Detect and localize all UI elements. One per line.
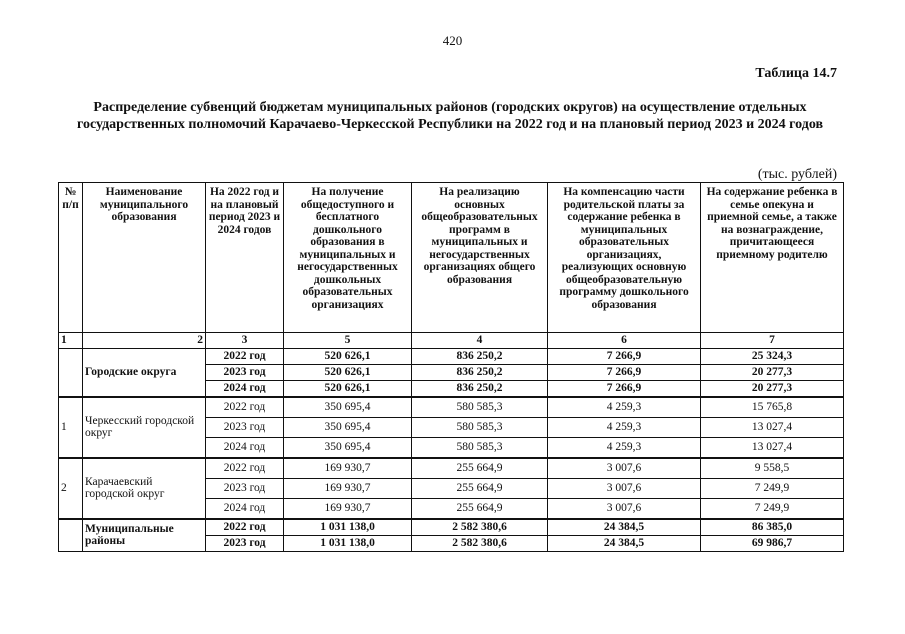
column-number: 1 xyxy=(59,333,83,349)
value-cell: 169 930,7 xyxy=(284,498,412,519)
value-cell: 350 695,4 xyxy=(284,437,412,458)
year-cell: 2023 год xyxy=(206,364,284,380)
column-number: 7 xyxy=(701,333,844,349)
value-cell: 20 277,3 xyxy=(701,364,844,380)
table-row xyxy=(59,348,844,364)
year-cell: 2022 год xyxy=(206,458,284,479)
page-number: 420 xyxy=(442,33,463,48)
value-cell: 580 585,3 xyxy=(412,437,548,458)
value-cell: 86 385,0 xyxy=(701,519,844,536)
value-cell: 20 277,3 xyxy=(701,380,844,397)
municipality-name: Городские округа xyxy=(83,348,206,397)
value-cell: 520 626,1 xyxy=(284,364,412,380)
value-cell: 255 664,9 xyxy=(412,478,548,498)
value-cell: 4 259,3 xyxy=(548,417,701,437)
value-cell: 13 027,4 xyxy=(701,417,844,437)
subventions-table xyxy=(58,182,844,552)
row-index: 1 xyxy=(59,397,83,458)
value-cell: 3 007,6 xyxy=(548,478,701,498)
value-cell: 255 664,9 xyxy=(412,498,548,519)
row-index xyxy=(59,348,83,397)
value-cell: 69 986,7 xyxy=(701,535,844,551)
value-cell: 4 259,3 xyxy=(548,397,701,418)
value-cell: 580 585,3 xyxy=(412,417,548,437)
value-cell: 169 930,7 xyxy=(284,478,412,498)
table-label: Таблица 14.7 xyxy=(755,66,837,81)
value-cell: 836 250,2 xyxy=(412,348,548,364)
year-cell: 2024 год xyxy=(206,437,284,458)
table-row xyxy=(59,458,844,479)
year-cell: 2022 год xyxy=(206,348,284,364)
municipality-name: Карачаевский городской округ xyxy=(83,458,206,519)
value-cell: 3 007,6 xyxy=(548,498,701,519)
row-index xyxy=(59,519,83,552)
column-number: 3 xyxy=(206,333,284,349)
value-cell: 13 027,4 xyxy=(701,437,844,458)
value-cell: 15 765,8 xyxy=(701,397,844,418)
column-number: 6 xyxy=(548,333,701,349)
column-number: 5 xyxy=(284,333,412,349)
header-number: № п/п xyxy=(59,183,83,333)
value-cell: 7 249,9 xyxy=(701,498,844,519)
value-cell: 1 031 138,0 xyxy=(284,535,412,551)
table-row xyxy=(59,397,844,418)
value-cell: 169 930,7 xyxy=(284,458,412,479)
header-municipality: Наименование муниципального образования xyxy=(83,183,206,333)
value-cell: 520 626,1 xyxy=(284,380,412,397)
column-number: 2 xyxy=(83,333,206,349)
value-cell: 24 384,5 xyxy=(548,535,701,551)
value-cell: 3 007,6 xyxy=(548,458,701,479)
row-index: 2 xyxy=(59,458,83,519)
header-foster-care: На содержание ребенка в семье опекуна и приемной семье, а также на вознаграждение, причитающееся приемному родителю xyxy=(701,183,844,333)
header-period: На 2022 год и на плановый период 2023 и 2024 годов xyxy=(206,183,284,333)
document-title: Распределение субвенций бюджетам муниципальных районов (городских округов) на осуществление отдельных государственных полномочий Карачаево-Черкесской Республики на 2022 год и на плановый период 2023 и 2024 годов xyxy=(76,100,824,132)
value-cell: 24 384,5 xyxy=(548,519,701,536)
municipality-name: Муниципальные районы xyxy=(83,519,206,552)
value-cell: 255 664,9 xyxy=(412,458,548,479)
municipality-name: Черкесский городской округ xyxy=(83,397,206,458)
value-cell: 7 266,9 xyxy=(548,380,701,397)
value-cell: 350 695,4 xyxy=(284,397,412,418)
header-parental-compensation: На компенсацию части родительской платы за содержание ребенка в муниципальных образовательных организациях, реализующих основную общеобразовательную программу дошкольного образования xyxy=(548,183,701,333)
value-cell: 2 582 380,6 xyxy=(412,519,548,536)
value-cell: 836 250,2 xyxy=(412,364,548,380)
value-cell: 9 558,5 xyxy=(701,458,844,479)
value-cell: 7 266,9 xyxy=(548,348,701,364)
header-preschool: На получение общедоступного и бесплатного дошкольного образования в муниципальных и негосударственных дошкольных образовательных организациях xyxy=(284,183,412,333)
value-cell: 350 695,4 xyxy=(284,417,412,437)
value-cell: 4 259,3 xyxy=(548,437,701,458)
value-cell: 2 582 380,6 xyxy=(412,535,548,551)
year-cell: 2023 год xyxy=(206,417,284,437)
year-cell: 2022 год xyxy=(206,397,284,418)
year-cell: 2024 год xyxy=(206,380,284,397)
column-number: 4 xyxy=(412,333,548,349)
year-cell: 2023 год xyxy=(206,535,284,551)
year-cell: 2022 год xyxy=(206,519,284,536)
value-cell: 580 585,3 xyxy=(412,397,548,418)
header-general-education: На реализацию основных общеобразовательных программ в муниципальных и негосударственных организациях общего образования xyxy=(412,183,548,333)
value-cell: 7 249,9 xyxy=(701,478,844,498)
year-cell: 2023 год xyxy=(206,478,284,498)
year-cell: 2024 год xyxy=(206,498,284,519)
value-cell: 836 250,2 xyxy=(412,380,548,397)
value-cell: 520 626,1 xyxy=(284,348,412,364)
table-row xyxy=(59,519,844,536)
value-cell: 25 324,3 xyxy=(701,348,844,364)
units-label: (тыс. рублей) xyxy=(757,167,837,182)
value-cell: 7 266,9 xyxy=(548,364,701,380)
value-cell: 1 031 138,0 xyxy=(284,519,412,536)
column-number-row xyxy=(59,333,844,349)
